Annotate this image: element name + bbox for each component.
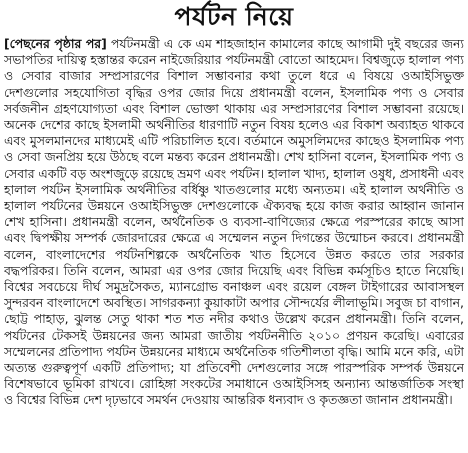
article-body-text: পর্যটনমন্ত্রী এ কে এম শাহজাহান কামালের কাছে আগামী দুই বছরের জন্য সভাপতির দায়িত্ব হস্তান্তর করেন নাইজেরিয়ার পর্যটনমন্ত্রী বোতো আহমেদ। বিশ্বজুড়ে হালাল পণ্য ও সেবার বাজার সম্প্রসারণের বিশাল সম্ভাবনার কথা তুলে ধরে এ বিষয়ে ওআইসিভুক্ত দেশগুলোর সহযোগিতা বৃদ্ধির ওপর জোর দিয়ে প্রধানমন্ত্রী বলেন, ইসলামিক পণ্য ও সেবার সর্বজনীন গ্রহণযোগ্যতা এবং বিশাল ভোক্তা থাকায় এর সম্প্রসারণের বিশাল সম্ভাবনা রয়েছে। অনেক দেশের কাছে ইসলামী অর্থনীতির ধারণাটি নতুন বিষয় হলেও এর বিকাশ অব্যাহত থাকবে এবং মুসলমানদের মাধ্যমেই এটি পরিচালিত হবে। বর্তমানে অমুসলিমদের কাছেও ইসলামিক পণ্য ও সেবা জনপ্রিয় হয়ে উঠছে বলে মন্তব্য করেন প্রধানমন্ত্রী। শেখ হাসিনা বলেন, ইসলামিক পণ্য ও সেবার একটি বড় অংশজুড়ে রয়েছে ভ্রমণ এবং পর্যটন। হালাল খাদ্য, হালাল ওষুধ, প্রসাধনী এবং হালাল পর্যটন ইসলামিক অর্থনীতির বর্ধিষ্ণু খাতগুলোর মধ্যে অন্যতম। এই হালাল অর্থনীতি ও হালাল পর্যটনের উন্নয়নে ওআইসিভুক্ত দেশগুলোকে ঐক্যবদ্ধ হয়ে কাজ করার আহ্বান জানান শেখ হাসিনা। প্রধানমন্ত্রী বলেন, অর্থনৈতিক ও ব্যবসা-বাণিজ্যের ক্ষেত্রে পরস্পরের কাছে আসা এবং দ্বিপক্ষীয় সম্পর্ক জোরদারের ক্ষেত্রে এ সম্মেলন নতুন দিগন্তের উন্মোচন করবে। প্রধানমন্ত্রী বলেন, বাংলাদেশের পর্যটনশিল্পকে অর্থনৈতিক খাত হিসেবে উন্নত করতে তার সরকার বদ্ধপরিকর। তিনি বলেন, আমরা এর ওপর জোর দিয়েছি এবং বিভিন্ন কর্মসূচিও হাতে নিয়েছি। বিশ্বের সবচেয়ে দীর্ঘ সমুদ্রসৈকত, ম্যানগ্রোভ বনাঞ্চল এবং রয়েল বেঙ্গল টাইগারের আবাসস্থল সুন্দরবন বাংলাদেশে অবস্থিত। সাগরকন্যা কুয়াকাটা অপার সৌন্দর্যের লীলাভূমি। সবুজ চা বাগান, ছোট্ট পাহাড়, ঝুলন্ত সেতু থাকা শত শত নদীর কথাও উল্লেখ করেন প্রধানমন্ত্রী। তিনি বলেন, পর্যটনের টেকসই উন্নয়নের জন্য আমরা জাতীয় পর্যটননীতি ২০১০ প্রণয়ন করেছি। এবারের সম্মেলনের প্রতিপাদ্য পর্যটন উন্নয়নের মাধ্যমে অর্থনৈতিক গতিশীলতা বৃদ্ধি। আমি মনে করি, এটা অত্যন্ত গুরুত্বপূর্ণ একটি প্রতিপাদ্য; যা প্রতিবেশী দেশগুলোর সঙ্গে পারস্পরিক সম্পর্ক উন্নয়নে বিশেষভাবে ভূমিকা রাখবে। রোহিঙ্গা সংকটের সমাধানে ওআইসিসহ অন্যান্য আন্তর্জাতিক সংস্থা ও বিশ্বের বিভিন্ন দেশ দৃঢ়ভাবে সমর্থন দেওয়ায় আন্তরিক ধন্যবাদ ও কৃতজ্ঞতা জানান প্রধানমন্ত্রী।	[4, 36, 464, 408]
continuation-note: [পেছনের পৃষ্ঠার পর]	[4, 36, 107, 51]
article-headline: পর্যটন নিয়ে	[174, 2, 294, 31]
article-body	[4, 36, 464, 409]
news-article	[4, 0, 464, 453]
